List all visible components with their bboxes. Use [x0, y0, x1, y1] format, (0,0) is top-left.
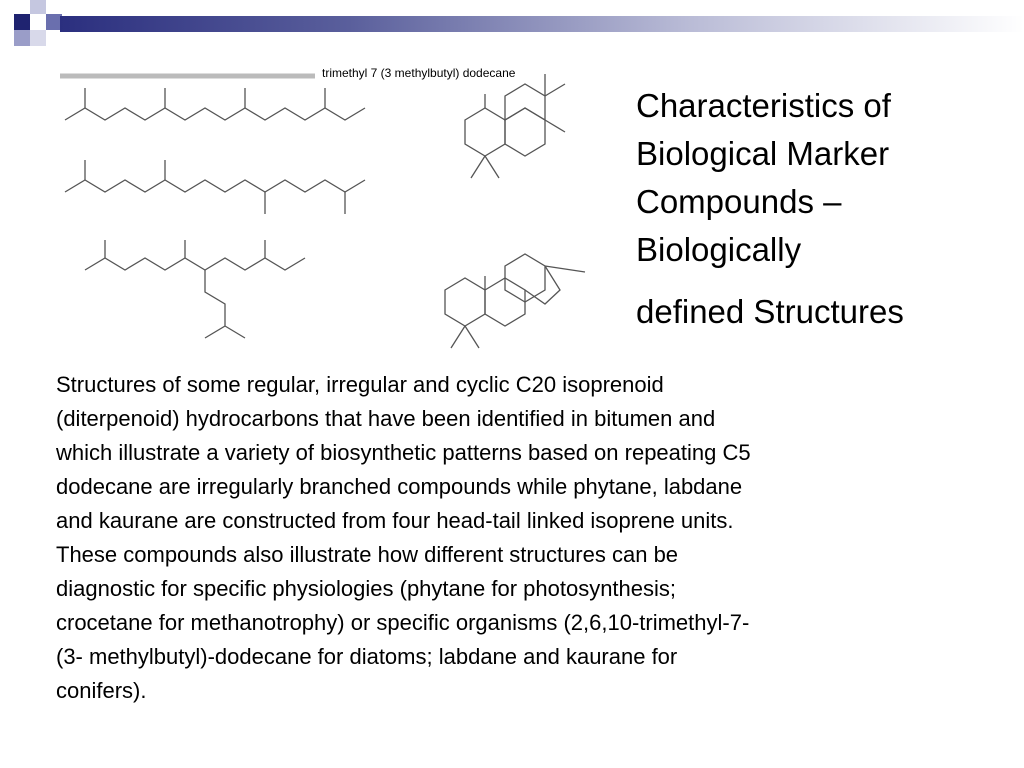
- ring-substituents: [471, 74, 565, 178]
- banner-square: [30, 0, 46, 14]
- title-line: Biologically: [636, 231, 802, 268]
- body-text: [56, 368, 976, 708]
- title-line: Characteristics of: [636, 87, 891, 124]
- body-line: which illustrate a variety of biosynthetic patterns based on repeating C5: [56, 440, 751, 465]
- body-line: (diterpenoid) hydrocarbons that have been identified in bitumen and: [56, 406, 716, 431]
- ring-c: [445, 278, 485, 326]
- banner-gradient-bar: [60, 16, 1024, 32]
- body-line: dodecane are irregularly branched compounds while phytane, labdane: [56, 474, 743, 499]
- body-line: conifers).: [56, 678, 147, 703]
- body-line: Structures of some regular, irregular and cyclic C20 isoprenoid: [56, 372, 664, 397]
- banner-square: [14, 30, 30, 46]
- chain-1-branches: [85, 88, 325, 108]
- ring-b: [505, 108, 545, 156]
- isoprenoid-chain-2: [65, 180, 365, 192]
- title-line-last: defined Structures: [636, 293, 904, 330]
- body-line: diagnostic for specific physiologies (phytane for photosynthesis;: [56, 576, 677, 601]
- slide-title: [636, 82, 1016, 336]
- title-line: Compounds –: [636, 183, 842, 220]
- isoprenoid-chain-3: [85, 258, 305, 270]
- chain-2-branches: [85, 160, 345, 214]
- chain-3-branches: [105, 240, 265, 338]
- chemical-structures-figure: [55, 60, 615, 360]
- structures-svg: [55, 60, 615, 360]
- title-banner: [0, 0, 1024, 50]
- isoprenoid-chain-1: [65, 108, 365, 120]
- title-line: Biological Marker: [636, 135, 890, 172]
- body-line: crocetane for methanotrophy) or specific organisms (2,6,10-trimethyl-7-: [56, 610, 750, 635]
- body-line: (3- methylbutyl)-dodecane for diatoms; labdane and kaurane for: [56, 644, 678, 669]
- banner-square: [14, 14, 30, 30]
- ring-side: [505, 84, 545, 120]
- body-line: and kaurane are constructed from four head-tail linked isoprene units.: [56, 508, 734, 533]
- structure-caption: trimethyl 7 (3 methylbutyl) dodecane: [322, 66, 516, 80]
- banner-square: [30, 30, 46, 46]
- ring-a: [465, 108, 505, 156]
- bridge-bonds: [451, 266, 585, 348]
- body-line: These compounds also illustrate how different structures can be: [56, 542, 679, 567]
